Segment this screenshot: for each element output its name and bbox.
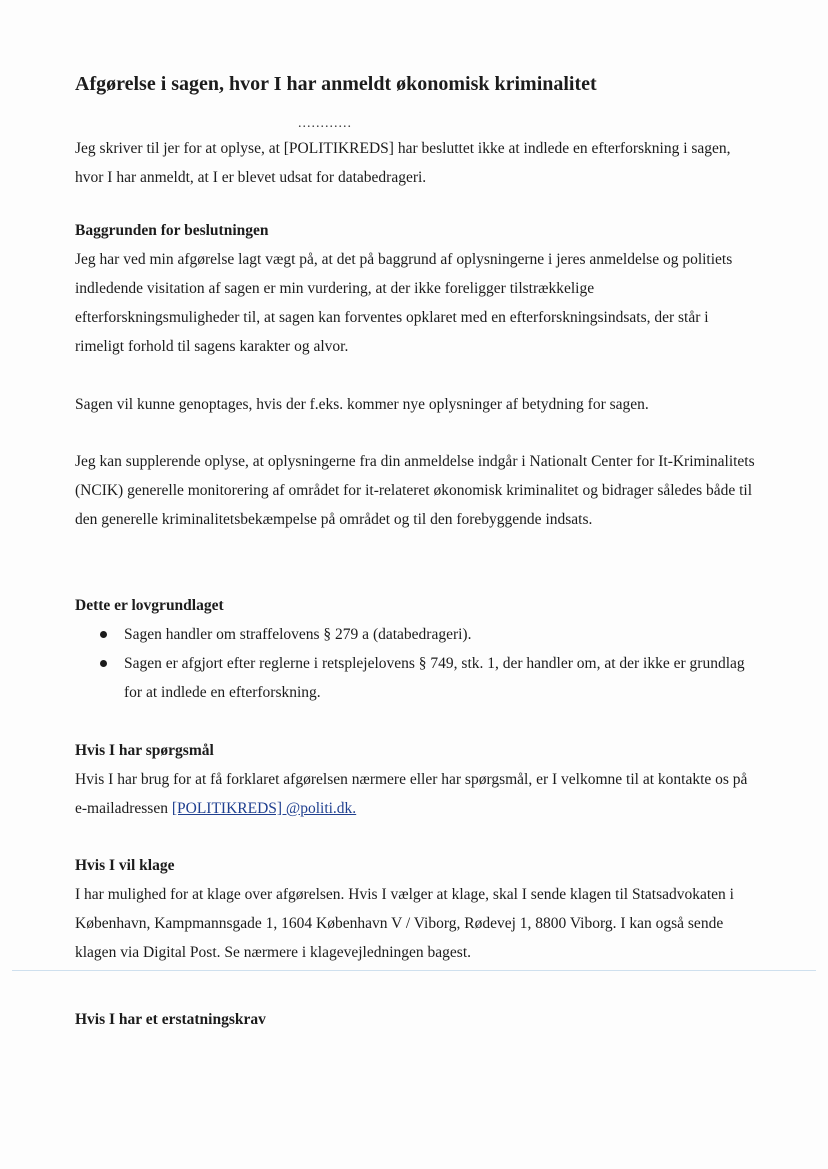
law-section [75,591,755,707]
intro-block [75,134,755,192]
questions-text: Hvis I har brug for at få forklaret afgørelsen nærmere eller har spørgsmål, er I velkomne til at kontakte os på e-mailadressen [75,771,748,817]
email-link[interactable]: [POLITIKREDS] @politi.dk. [171,800,357,817]
questions-heading: Hvis I har spørgsmål [75,742,214,759]
document-header [75,70,755,98]
law-bullet-list [75,620,755,707]
ncik-paragraph: Jeg kan supplerende oplyse, at oplysningerne fra din anmeldelse indgår i Nationalt Center for It-Kriminalitets (NCIK) generelle monitorering af området for it-relateret økonomisk kriminalitet og bidrager således både til den generelle kriminalitetsbekæmpelse på området og til den forebyggende indsats. [75,453,755,528]
law-bullet-text: Sagen handler om straffelovens § 279 a (databedrageri). [124,626,472,643]
law-bullet-item [75,620,755,649]
questions-section [75,736,755,823]
bullet-icon [100,660,107,667]
law-bullet-text: Sagen er afgjort efter reglerne i retsplejelovens § 749, stk. 1, der handler om, at der ikke er grundlag for at indlede en efterforskning. [124,655,745,701]
ncik-block [75,447,755,534]
background-heading: Baggrunden for beslutningen [75,222,269,239]
appeal-heading: Hvis I vil klage [75,857,175,874]
appeal-paragraph: I har mulighed for at klage over afgørelsen. Hvis I vælger at klage, skal I sende klagen til Statsadvokaten i København, Kampmannsgade 1, 1604 København V / Viborg, Rødevej 1, 8800 Viborg. I kan også sende klagen via Digital Post. Se nærmere i klagevejledningen bagest. [75,886,734,961]
law-bullet-item [75,649,755,707]
bullet-icon [100,631,107,638]
appeal-section [75,851,755,967]
background-section [75,216,755,361]
law-heading: Dette er lovgrundlaget [75,597,224,614]
reopen-block [75,390,755,419]
intro-paragraph: Jeg skriver til jer for at oplyse, at [POLITIKREDS] har besluttet ikke at indlede en efterforskning i sagen, hvor I har anmeldt, at I er blevet udsat for databedrageri. [75,140,731,186]
page-fold-line [12,970,816,971]
document-title: Afgørelse i sagen, hvor I har anmeldt økonomisk kriminalitet [75,73,597,95]
compensation-heading: Hvis I har et erstatningskrav [75,1011,266,1028]
separator-dots: ............ [298,116,352,131]
questions-paragraph [75,765,755,823]
background-paragraph: Jeg har ved min afgørelse lagt vægt på, at det på baggrund af oplysningerne i jeres anmeldelse og politiets indledende visitation af sagen er min vurdering, at der ikke foreligger tilstrækkelige efterforskningsmuligheder til, at sagen kan forventes opklaret med en efterforskningsindsats, der står i rimeligt forhold til sagens karakter og alvor. [75,251,733,355]
compensation-section [75,1005,755,1034]
reopen-paragraph: Sagen vil kunne genoptages, hvis der f.eks. kommer nye oplysninger af betydning for sagen. [75,396,649,413]
